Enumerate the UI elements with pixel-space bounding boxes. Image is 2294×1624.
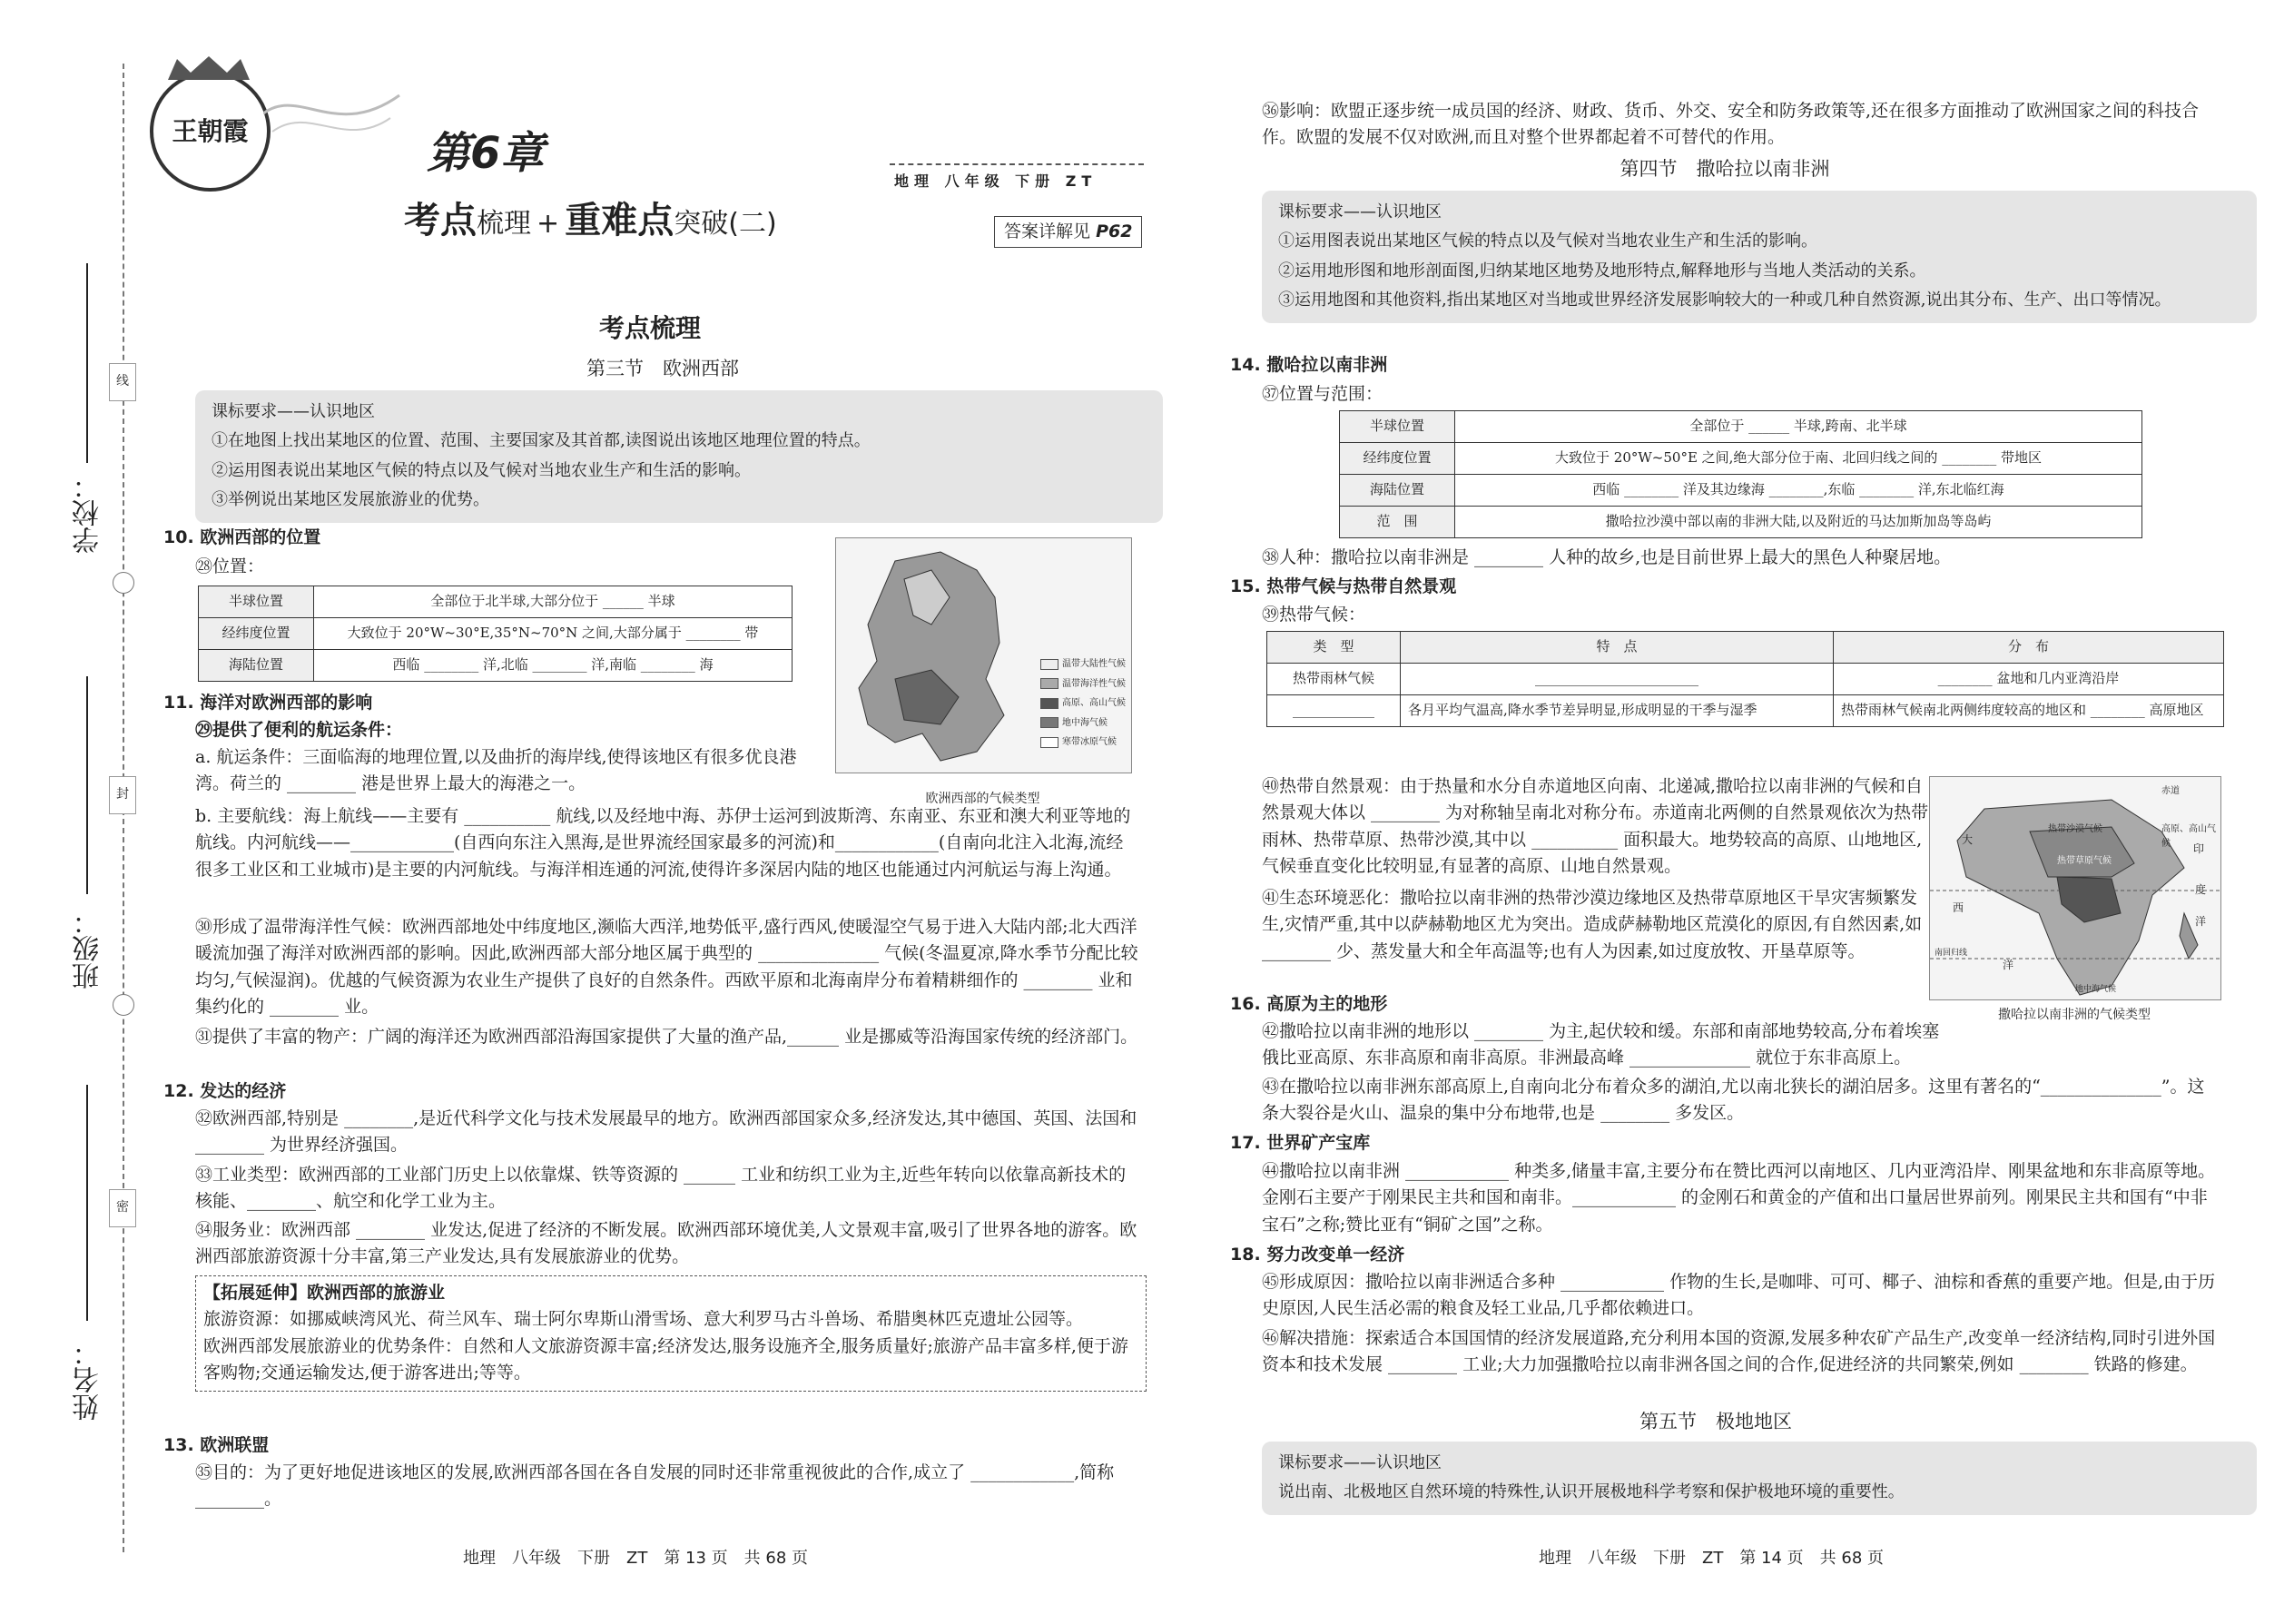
requirement-line: ②运用地形图和地形剖面图,归纳某地区地势及地形特点,解释地形与当地人类活动的关系。 <box>1278 261 1926 281</box>
requirement-title: 课标要求——认识地区 <box>212 402 375 421</box>
curriculum-requirement-box <box>195 390 1163 523</box>
table-row: 范 围 撒哈拉沙漠中部以南的非洲大陆,以及附近的马达加斯加岛等岛屿 <box>1340 507 2142 538</box>
extension-box <box>195 1275 1147 1392</box>
table-row: 半球位置 全部位于 ______ 半球,跨南、北半球 <box>1340 411 2142 443</box>
requirement-title: 课标要求——认识地区 <box>1278 1453 1442 1472</box>
section-3-title: 第三节 欧洲西部 <box>586 358 739 379</box>
q13-impact-paragraph: ㊱影响：欧盟正逐步统一成员国的经济、财政、货币、外交、安全和防务政策等,还在很多方面推动了欧洲国家之间的科技合作。欧盟的发展不仅对欧洲,而且对整个世界都起着不可替代的作用。 <box>1262 101 2200 148</box>
q11-heading: 11. 海洋对欧洲西部的影响 <box>163 693 373 713</box>
extension-paragraph: 旅游资源：如挪威峡湾风光、荷兰风车、瑞士阿尔卑斯山滑雪场、意大利罗马古斗兽场、希腊奥林匹克遗址公园等。 <box>203 1309 1084 1330</box>
brand-logo: 王朝霞 <box>150 71 271 192</box>
class-label: 班级： <box>73 908 104 989</box>
school-label: 学校： <box>73 472 104 554</box>
map-label: 赤道 <box>2161 786 2180 796</box>
crown-icon <box>163 54 254 82</box>
q16-heading: 16. 高原为主的地形 <box>1230 994 1388 1014</box>
q15-heading: 15. 热带气候与热带自然景观 <box>1230 576 1457 596</box>
map-caption: 欧洲西部的气候类型 <box>925 792 1040 806</box>
class-field[interactable] <box>86 676 88 894</box>
table-row: 经纬度位置 大致位于 20°W~50°E 之间,绝大部分位于南、北回归线之间的 ________ 带地区 <box>1340 443 2142 475</box>
q10-sub: ㉘位置： <box>195 556 265 576</box>
map-legend <box>1040 652 1126 755</box>
subject-meta: 地理 八年级 下册 ZT <box>894 172 1098 190</box>
q11-paragraph-2: b. 主要航线：海上航线——主要有 __________ 航线,以及经地中海、苏伊士运河到波斯湾、东南亚、东亚和澳大利亚等地的航线。内河航线——____________(自西向东注入黑海,是世界流经国家最多的河流)和____________(自南向北注入北海,流经很多工业区和工业城市)是主要的内河航线。与海洋相连通的河流,使得许多深居内陆的地区也能通过内河航运与海上沟通。 <box>195 806 1131 880</box>
extension-paragraph: 欧洲西部发展旅游业的优势条件：自然和人文旅游资源丰富;经济发达,服务设施齐全,服务质量好;旅游产品丰富多样,便于游客购物;交通运输发达,便于游客进出;等等。 <box>203 1335 1128 1383</box>
africa-climate-map <box>1929 776 2221 1000</box>
q14-sub: ㊲位置与范围： <box>1262 384 1383 404</box>
page-footer-left: 地理 八年级 下册 ZT 第 13 页 共 68 页 <box>463 1549 809 1568</box>
q14-table <box>1339 410 2142 538</box>
binding-hole <box>113 572 134 594</box>
africa-landmass <box>1930 777 2220 999</box>
q12-paragraph-1: ㉜欧洲西部,特别是 ________,是近代科学文化与技术发展最早的地方。欧洲西部国家众多,经济发达,其中德国、英国、法国和 ________ 为世界经济强国。 <box>195 1108 1137 1156</box>
page-footer-right: 地理 八年级 下册 ZT 第 14 页 共 68 页 <box>1539 1549 1885 1568</box>
q12-paragraph-2: ㉝工业类型：欧洲西部的工业部门历史上以依靠煤、铁等资源的 ______ 工业和纺织工业为主,近些年转向以依靠高新技术的核能、________、航空和化学工业为主。 <box>195 1165 1127 1212</box>
seal-tag-mid: 封 <box>109 776 136 814</box>
section-5-title: 第五节 极地地区 <box>1639 1411 1792 1432</box>
legend-item: 温带海洋性气候 <box>1040 677 1126 692</box>
section-heading: 考点梳理 <box>599 313 702 343</box>
answer-ref: 答案详解见 P62 <box>994 216 1142 248</box>
map-label: 热带沙漠气候 <box>2048 824 2102 834</box>
q11-paragraph-4: ㉛提供了丰富的物产：广阔的海洋还为欧洲西部沿海国家提供了大量的渔产品,______ 业是挪威等沿海国家传统的经济部门。 <box>195 1027 1138 1047</box>
q10-table <box>198 586 793 682</box>
legend-item: 温带大陆性气候 <box>1040 657 1126 672</box>
requirement-title: 课标要求——认识地区 <box>1278 202 1442 221</box>
requirement-line: ①运用图表说出某地区气候的特点以及气候对当地农业生产和生活的影响。 <box>1278 231 1817 251</box>
q15-paragraph-2: ㊶生态环境恶化：撒哈拉以南非洲的热带沙漠边缘地区及热带草原地区干旱灾害频繁发生,灾情严重,其中以萨赫勒地区尤为突出。造成萨赫勒地区荒漠化的原因,有自然因素,如 ________ 少、蒸发量大和全年高温等;也有人为因素,如过度放牧、开垦草原等。 <box>1262 888 1923 961</box>
name-field[interactable] <box>86 1085 88 1321</box>
map-label: 大 <box>1962 833 1974 846</box>
table-row: ____________ 各月平均气温高,降水季节差异明显,形成明显的干季与湿季 热带雨林气候南北两侧纬度较高的地区和 ________ 高原地区 <box>1267 695 2224 727</box>
table-row: 半球位置 全部位于北半球,大部分位于 ______ 半球 <box>199 586 793 618</box>
requirement-line: 说出南、北极地区自然环境的特殊性,认识开展极地科学考察和保护极地环境的重要性。 <box>1278 1482 1905 1502</box>
map-label: 度 <box>2195 883 2207 896</box>
requirement-line: ①在地图上找出某地区的位置、范围、主要国家及其首都,读图说出该地区地理位置的特点。 <box>212 431 871 451</box>
q14-race-paragraph: ㊳人种：撒哈拉以南非洲是 ________ 人种的故乡,也是目前世界上最大的黑色人种聚居地。 <box>1262 547 1952 567</box>
header-rule <box>890 163 1144 165</box>
q17-paragraph-1: ㊹撒哈拉以南非洲 ____________ 种类多,储量丰富,主要分布在赞比西河以南地区、几内亚湾沿岸、刚果盆地和东非高原等地。金刚石主要产于刚果民主共和国和南非。____________ 的金刚石和黄金的产值和出口量居世界前列。刚果民主共和国有“中非宝石”之称;赞比亚有“铜矿之国”之称。 <box>1262 1161 2216 1235</box>
chapter-title: 第6章 <box>427 128 545 179</box>
map-caption: 撒哈拉以南非洲的气候类型 <box>1998 1008 2151 1022</box>
table-row: 经纬度位置 大致位于 20°W~30°E,35°N~70°N 之间,大部分属于 ________ 带 <box>199 618 793 650</box>
q15-climate-table <box>1266 631 2224 727</box>
map-label: 地中海气候 <box>2075 985 2117 994</box>
q15-sub: ㊴热带气候： <box>1262 605 1366 625</box>
school-field[interactable] <box>86 263 88 463</box>
requirement-line: ③举例说出某地区发展旅游业的优势。 <box>212 490 489 510</box>
q18-paragraph-2: ㊻解决措施：探索适合本国国情的经济发展道路,充分利用本国的资源,发展多种农矿产品生产,改变单一经济结构,同时引进外国资本和技术发展 ________ 工业;大力加强撒哈拉以南非洲各国之间的合作,促进经济的共同繁荣,例如 ________ 铁路的修建。 <box>1262 1328 2216 1375</box>
q16-paragraph-2: ㊸在撒哈拉以南非洲东部高原上,自南向北分布着众多的湖泊,尤以南北狭长的湖泊居多。这里有著名的“______________”。这条大裂谷是火山、温泉的集中分布地带,也是 ________ 多发区。 <box>1262 1077 2205 1124</box>
page-title: 考点梳理 + 重难点突破(二) <box>404 200 777 241</box>
q17-heading: 17. 世界矿产宝库 <box>1230 1133 1371 1153</box>
map-label: 高原、高山气候 <box>2161 824 2216 849</box>
curriculum-requirement-box <box>1262 1442 2257 1515</box>
table-row: 类 型 特 点 分 布 <box>1267 632 2224 664</box>
legend-item: 地中海气候 <box>1040 716 1126 731</box>
table-row: 热带雨林气候 ________________________ ________ 盆地和几内亚湾沿岸 <box>1267 664 2224 695</box>
legend-item: 高原、高山气候 <box>1040 696 1126 711</box>
q13-paragraph-1: ㉟目的：为了更好地促进该地区的发展,欧洲西部各国在各自发展的同时还非常重视彼此的合作,成立了 ____________,简称 ________。 <box>195 1462 1115 1510</box>
q11-paragraph-3: ㉚形成了温带海洋性气候：欧洲西部地处中纬度地区,濒临大西洋,地势低平,盛行西风,使暖湿空气易于进入大陆内部;北大西洋暖流加强了海洋对欧洲西部的影响。因此,欧洲西部大部分地区属于典型的 ______________ 气候(冬温夏凉,降水季节分配比较均匀,气候湿润)。优越的气候资源为农业生产提供了良好的自然条件。西欧平原和北海南岸分布着精耕细作的 ________ 业和集约化的 ________ 业。 <box>195 917 1138 1018</box>
name-label: 姓名： <box>73 1339 104 1421</box>
seal-tag-top: 线 <box>109 363 136 401</box>
seal-tag-bot: 密 <box>109 1189 136 1227</box>
map-label: 印 <box>2193 842 2205 855</box>
extension-title: 【拓展延伸】欧洲西部的旅游业 <box>203 1283 446 1303</box>
map-label: 热带草原气候 <box>2057 856 2112 866</box>
table-row: 海陆位置 西临 ________ 洋及其边缘海 ________,东临 ________ 洋,东北临红海 <box>1340 475 2142 507</box>
binding-hole <box>113 994 134 1016</box>
requirement-line: ③运用地图和其他资料,指出某地区对当地或世界经济发展影响较大的一种或几种自然资源,说出其分布、生产、出口等情况。 <box>1278 290 2171 310</box>
q18-paragraph-1: ㊺形成原因：撒哈拉以南非洲适合多种 ____________ 作物的生长,是咖啡、可可、椰子、油棕和香蕉的重要产地。但是,由于历史原因,人民生活必需的粮食及轻工业品,几乎都依赖进口。 <box>1262 1272 2216 1319</box>
q12-heading: 12. 发达的经济 <box>163 1081 287 1101</box>
map-label: 洋 <box>2003 959 2014 971</box>
q10-heading: 10. 欧洲西部的位置 <box>163 527 321 547</box>
table-row: 海陆位置 西临 ________ 洋,北临 ________ 洋,南临 ________ 海 <box>199 650 793 682</box>
q11-sub-a: ㉙提供了便利的航运条件： <box>195 720 403 740</box>
q11-paragraph-1: a. 航运条件：三面临海的地理位置,以及曲折的海岸线,使得该地区有很多优良港湾。荷兰的 ________ 港是世界上最大的海港之一。 <box>195 747 797 794</box>
europe-climate-map <box>835 537 1132 773</box>
curriculum-requirement-box <box>1262 191 2257 323</box>
map-label: 西 <box>1953 901 1964 914</box>
q15-paragraph-1: ㊵热带自然景观：由于热量和水分自赤道地区向南、北递减,撒哈拉以南非洲的气候和自然景观大体以 ________ 为对称轴呈南北对称分布。赤道南北两侧的自然景观依次为热带雨林、热带草原、热带沙漠,其中以 __________ 面积最大。地势较高的高原、山地地区,气候垂直变化比较明显,有显著的高原、山地自然景观。 <box>1262 776 1929 877</box>
q16-paragraph-1: ㊷撒哈拉以南非洲的地形以 ________ 为主,起伏较和缓。东部和南部地势较高,分布着埃塞俄比亚高原、东非高原和南非高原。非洲最高峰 ______________ 就位于东非高原上。 <box>1262 1021 1940 1068</box>
q14-heading: 14. 撒哈拉以南非洲 <box>1230 355 1388 375</box>
section-4-title: 第四节 撒哈拉以南非洲 <box>1620 158 1830 180</box>
ribbon-decoration <box>263 77 409 150</box>
map-label: 洋 <box>2195 915 2207 928</box>
q13-heading: 13. 欧洲联盟 <box>163 1435 270 1455</box>
map-label: 南回归线 <box>1935 949 1968 958</box>
q18-heading: 18. 努力改变单一经济 <box>1230 1245 1405 1265</box>
legend-item: 寒带冰原气候 <box>1040 735 1126 750</box>
europe-landmass <box>841 543 1022 770</box>
requirement-line: ②运用图表说出某地区气候的特点以及气候对当地农业生产和生活的影响。 <box>212 460 751 480</box>
q12-paragraph-3: ㉞服务业：欧洲西部 ________ 业发达,促进了经济的不断发展。欧洲西部环境优美,人文景观丰富,吸引了世界各地的游客。欧洲西部旅游资源十分丰富,第三产业发达,具有发展旅游业的优势。 <box>195 1220 1137 1267</box>
